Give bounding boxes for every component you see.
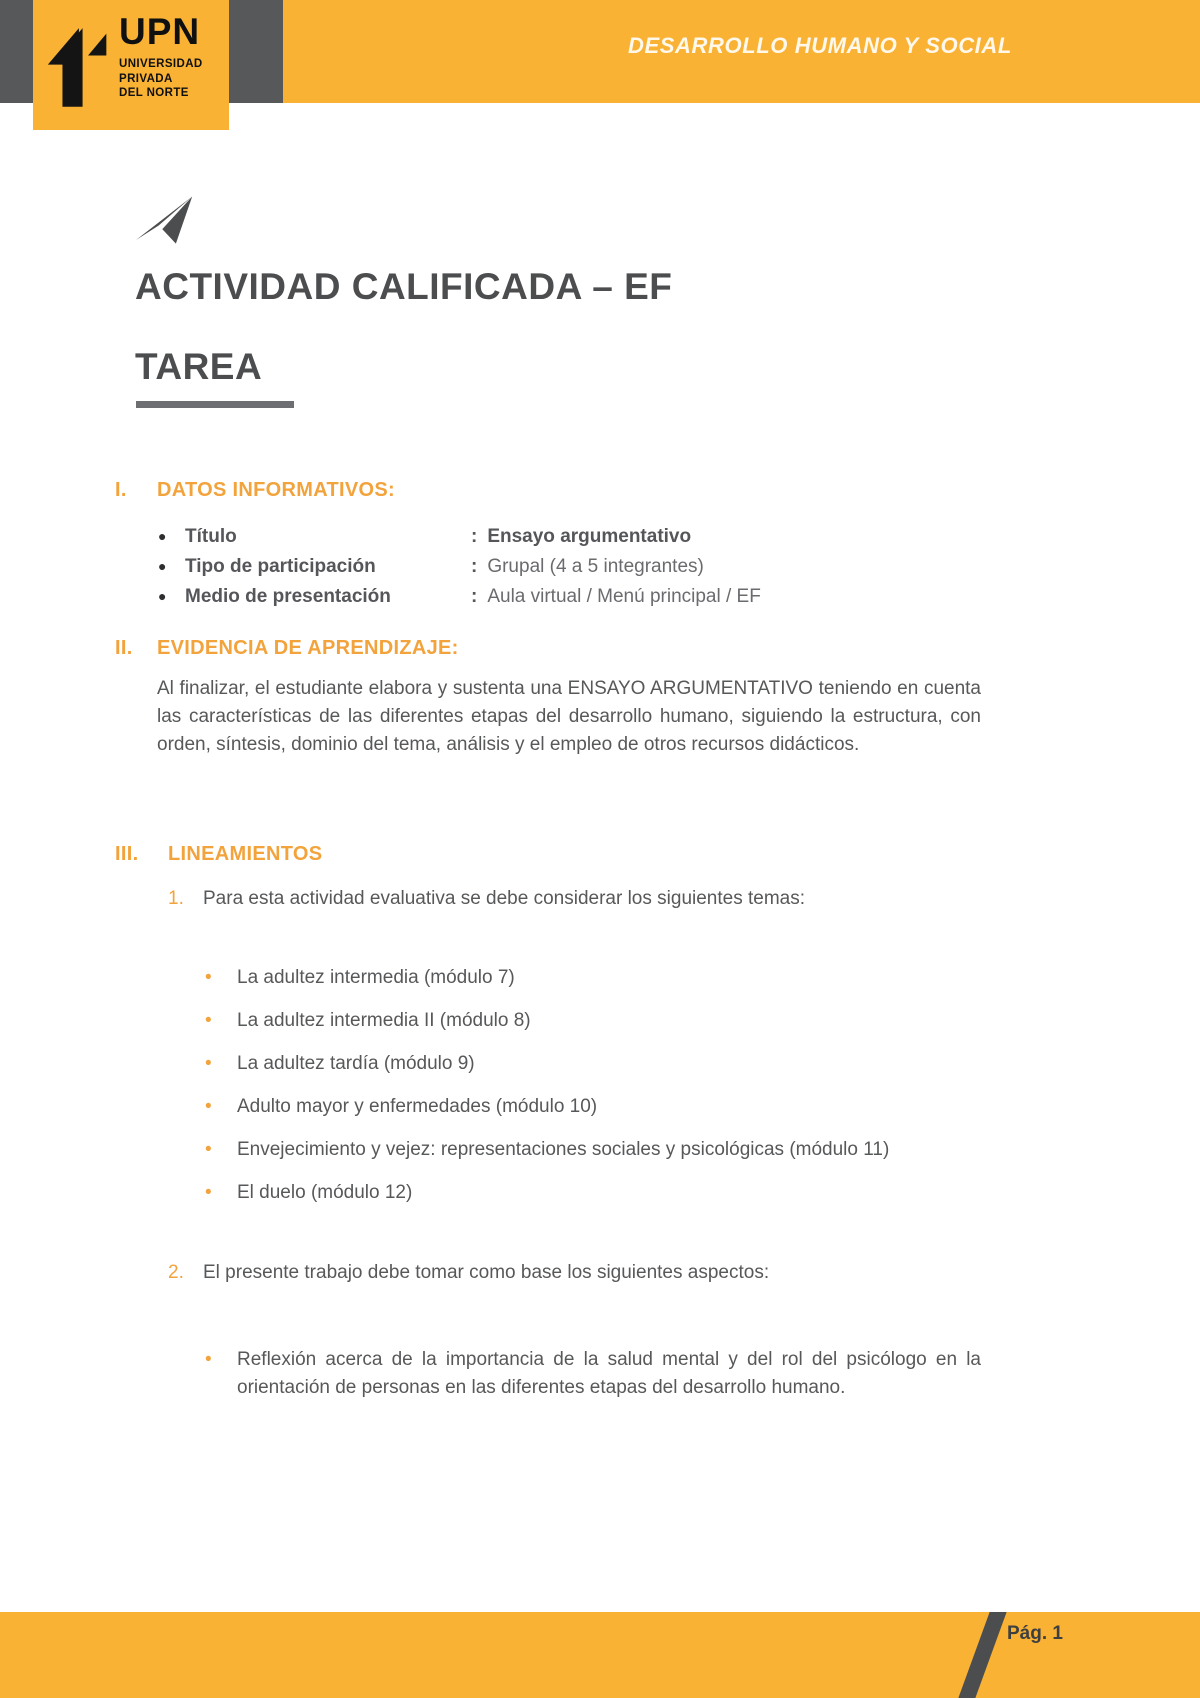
upn-logo-text [119,12,203,130]
datos-separator: : [471,526,478,547]
document-title-line1: ACTIVIDAD CALIFICADA – EF [135,266,673,307]
upn-logo-name [119,57,203,101]
evidencia-paragraph: Al finalizar, el estudiante elabora y sustenta una ENSAYO ARGUMENTATIVO teniendo en cuenta las características de las diferentes etapas del desarrollo humano, siguiendo la estructura, con orden, síntesis, dominio del tema, análisis y el empleo de otros recursos didácticos. [157,678,981,755]
datos-row [158,526,761,556]
section-numeral: III. [115,843,139,865]
list-item [205,1095,889,1119]
list-item [205,966,889,990]
upn-logo-acronym: UPN [119,11,201,52]
aspects-list [205,1346,981,1402]
item-text: Para esta actividad evaluativa se debe considerar los siguientes temas: [203,888,806,909]
upn-logo-name-line: PRIVADA [119,72,173,85]
bullet-icon: • [205,1096,212,1117]
bullet-icon: • [205,1349,212,1370]
section-numeral: II. [115,637,133,659]
list-item [205,1346,981,1402]
list-item [205,1052,889,1076]
topics-list [205,966,889,1224]
list-item [205,1009,889,1033]
section-numeral: I. [115,479,127,501]
section-heading-datos [115,479,395,502]
section-title: EVIDENCIA DE APRENDIZAJE: [157,637,459,659]
topic-text: La adultez intermedia (módulo 7) [237,967,515,988]
section-heading-evidencia [115,637,459,660]
page-number: Pág. 1 [1007,1623,1063,1644]
datos-value: Ensayo argumentativo [487,526,692,547]
datos-value: Grupal (4 a 5 integrantes) [487,556,704,577]
datos-separator: : [471,556,478,577]
numbered-item-1 [168,888,805,910]
footer-slash-decoration [958,1612,1006,1698]
section-title: DATOS INFORMATIVOS: [157,479,395,501]
upn-logo-name-line: UNIVERSIDAD [119,58,203,70]
bullet-icon: ● [158,558,167,574]
numbered-item-2 [168,1262,769,1284]
topic-text: Envejecimiento y vejez: representaciones sociales y psicológicas (módulo 11) [237,1139,890,1160]
bullet-icon: • [205,1139,212,1160]
bullet-icon: • [205,967,212,988]
datos-label: Tipo de participación [185,556,376,577]
list-item [205,1181,889,1205]
datos-separator: : [471,586,478,607]
course-title: DESARROLLO HUMANO Y SOCIAL [628,33,1012,58]
bullet-icon: • [205,1053,212,1074]
bullet-icon: • [205,1010,212,1031]
datos-row [158,586,761,616]
topic-text: La adultez intermedia II (módulo 8) [237,1010,531,1031]
upn-logo-name-line: DEL NORTE [119,87,189,99]
datos-value: Aula virtual / Menú principal / EF [487,586,761,607]
datos-row [158,556,761,586]
item-number: 1. [168,888,184,909]
upn-logo [33,0,229,130]
section-title: LINEAMIENTOS [168,843,323,865]
page-footer [0,1612,1200,1698]
bullet-icon: ● [158,588,167,604]
page-header [0,0,1200,103]
topic-text: El duelo (módulo 12) [237,1182,413,1203]
datos-list [158,526,761,616]
datos-label: Título [185,526,237,547]
datos-label: Medio de presentación [185,586,391,607]
bullet-icon: • [205,1182,212,1203]
aspect-text: Reflexión acerca de la importancia de la salud mental y del rol del psicólogo en la orientación de personas en las diferentes etapas del desarrollo humano. [237,1349,981,1398]
item-number: 2. [168,1262,184,1283]
document-title-line2: TAREA [135,346,263,387]
upn-arrow-icon [46,10,110,112]
item-text: El presente trabajo debe tomar como base los siguientes aspectos: [203,1262,770,1283]
paper-plane-icon [136,196,194,246]
section-heading-lineamientos [115,843,322,866]
list-item [205,1138,889,1162]
bullet-icon: ● [158,528,167,544]
topic-text: Adulto mayor y enfermedades (módulo 10) [237,1096,598,1117]
topic-text: La adultez tardía (módulo 9) [237,1053,475,1074]
title-underline [136,401,294,408]
